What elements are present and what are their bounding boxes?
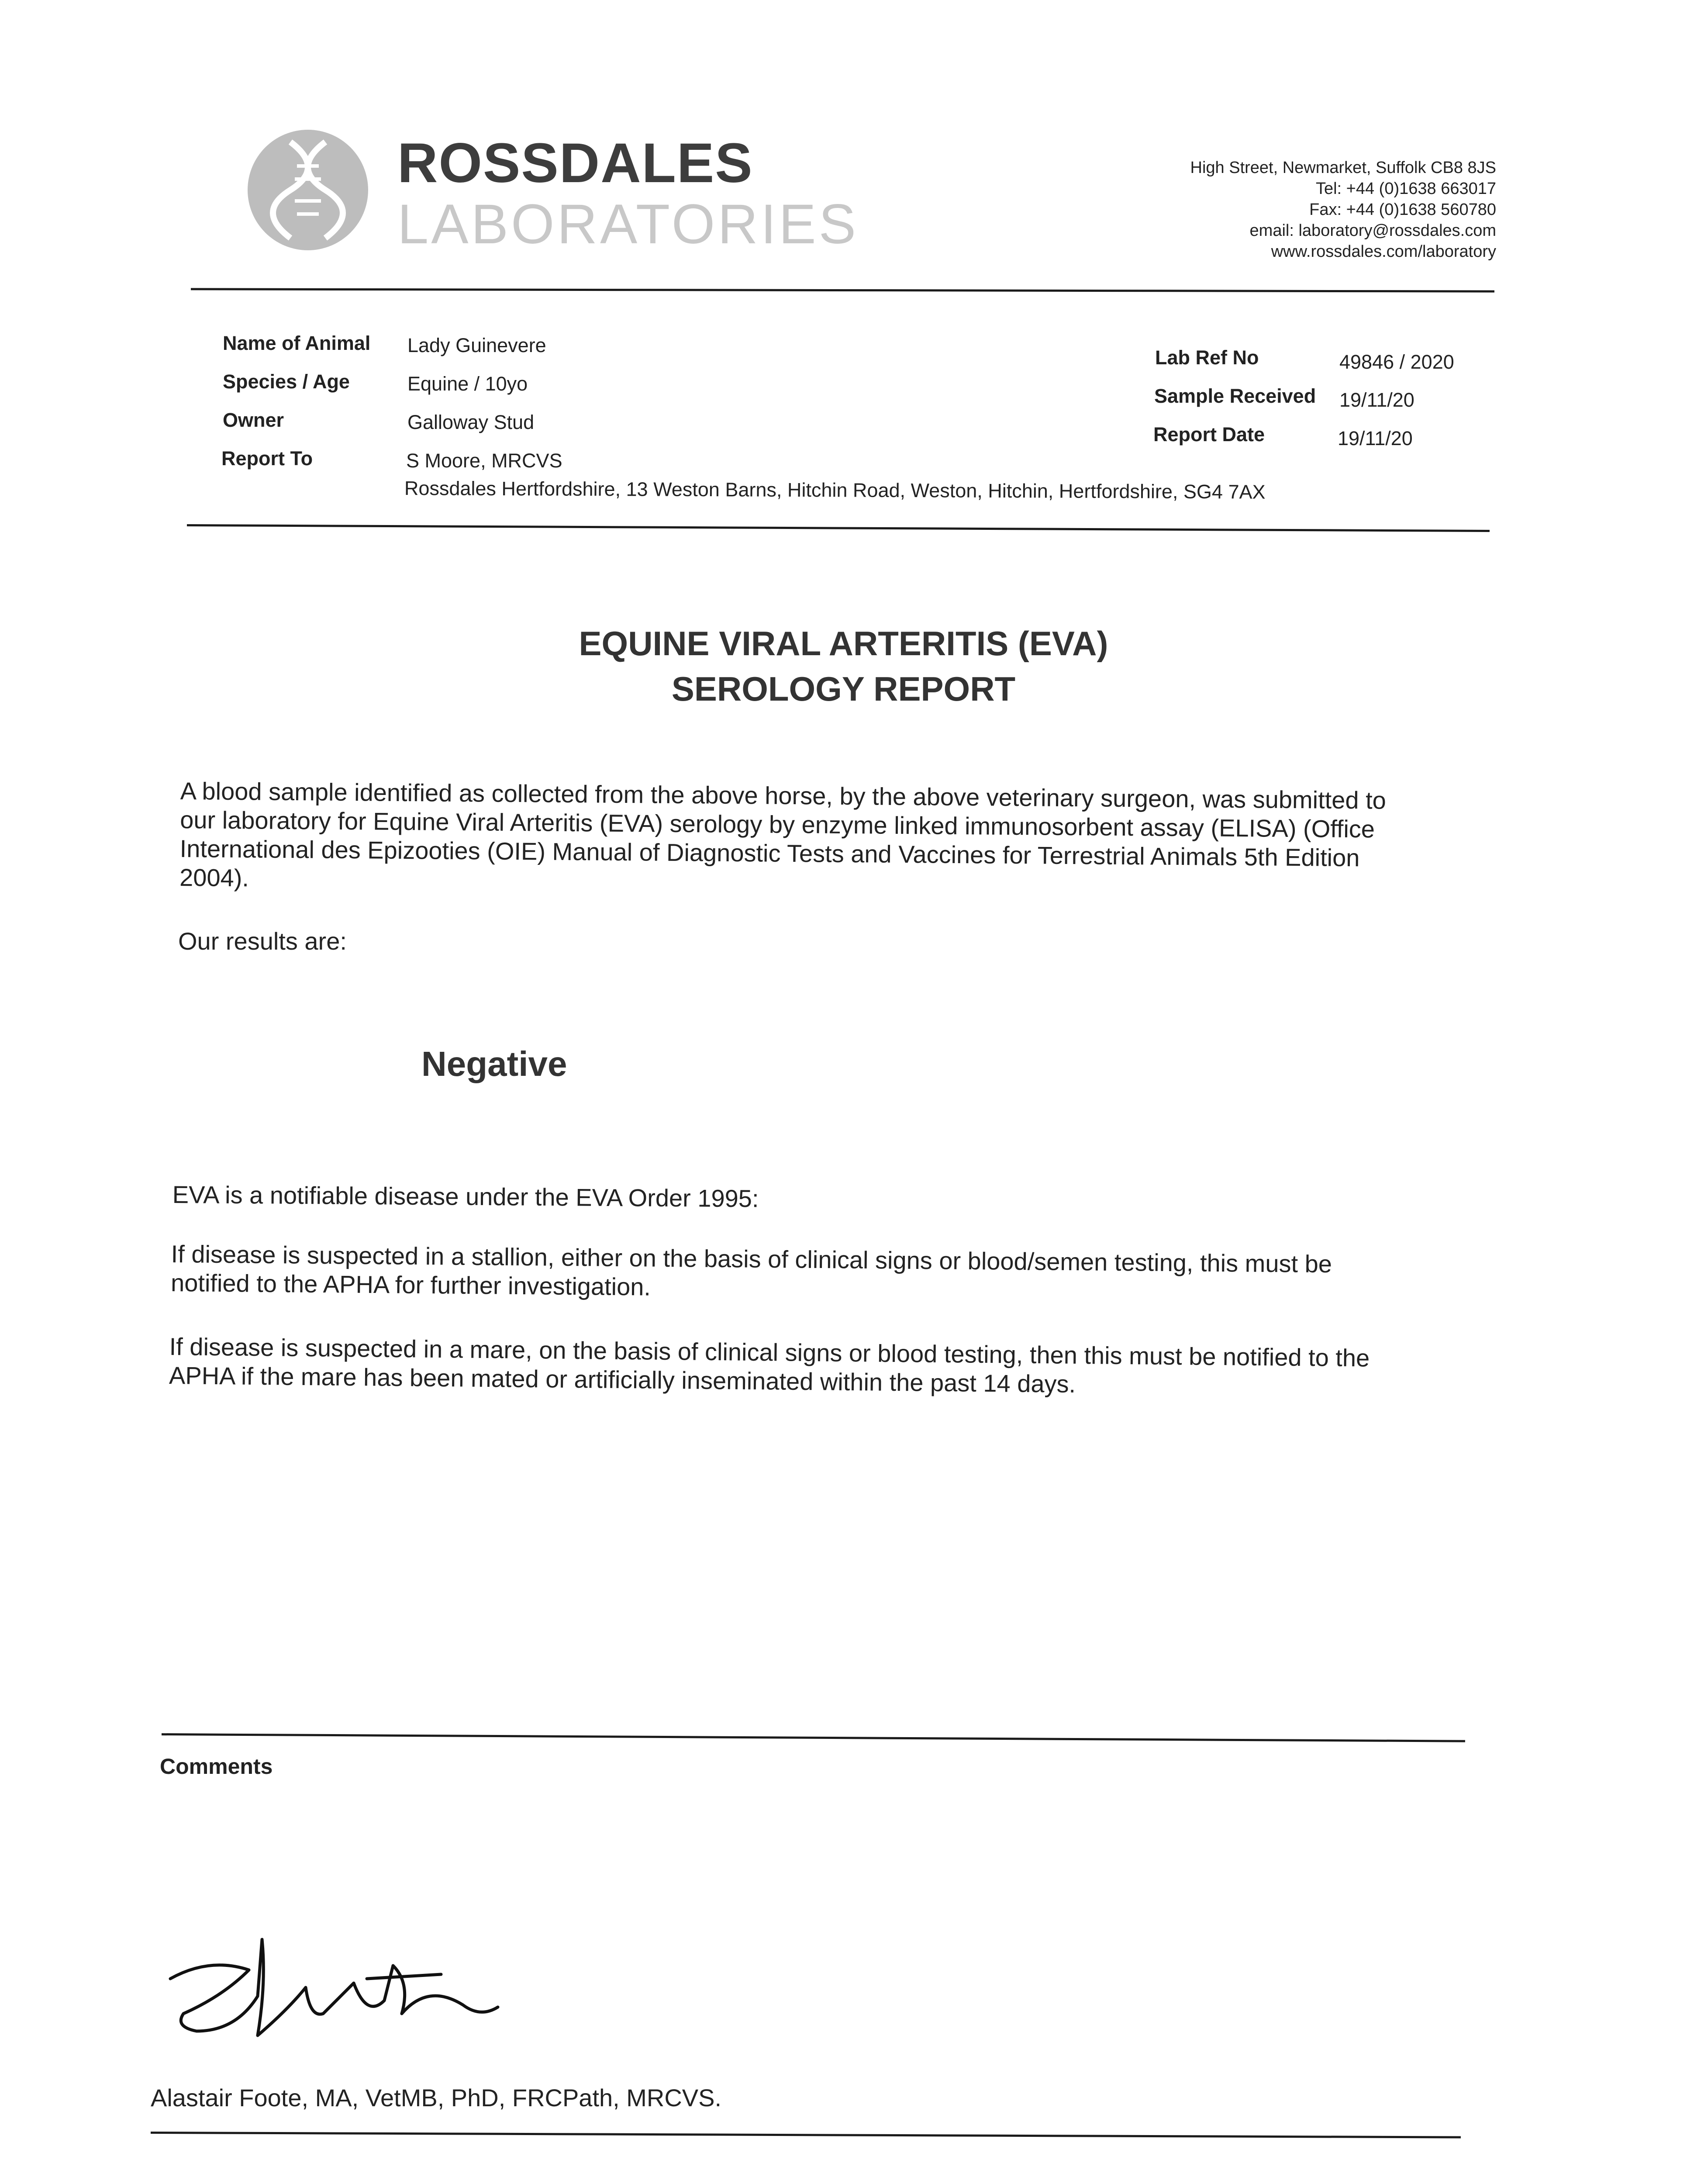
- name-of-animal-label: Name of Animal: [223, 332, 371, 354]
- report-to-label: Report To: [221, 447, 313, 470]
- species-age-value: Equine / 10yo: [407, 373, 528, 395]
- lab-address: [1190, 157, 1496, 262]
- footer-divider: [151, 2132, 1461, 2138]
- intro-paragraph: [179, 777, 1490, 902]
- comments-label: Comments: [160, 1754, 273, 1779]
- notifiable-statement: EVA is a notifiable disease under the EVA Order 1995:: [172, 1181, 759, 1213]
- intro-line-2: our laboratory for Equine Viral Arteritis (EVA) serology by enzyme linked immunosorbent assay (ELISA) (Office: [179, 805, 1375, 843]
- intro-line-4: 2004).: [179, 863, 249, 892]
- owner-value: Galloway Stud: [407, 411, 535, 433]
- report-date-label: Report Date: [1153, 423, 1265, 446]
- signature-icon: [157, 1931, 507, 2062]
- mare-line-1: If disease is suspected in a mare, on the basis of clinical signs or blood testing, then this must be notified to the: [169, 1333, 1370, 1372]
- mare-line-2: APHA if the mare has been mated or artificially inseminated within the past 14 days.: [169, 1361, 1076, 1398]
- name-of-animal-value: Lady Guinevere: [407, 334, 546, 356]
- sample-received-value: 19/11/20: [1339, 389, 1414, 411]
- report-to-address: Rossdales Hertfordshire, 13 Weston Barns, Hitchin Road, Weston, Hitchin, Hertfordshire, SG4 7AX: [404, 477, 1266, 503]
- sample-received-label: Sample Received: [1154, 385, 1316, 407]
- stallion-paragraph: [171, 1240, 1332, 1307]
- result-value: Negative: [421, 1044, 567, 1083]
- address-street: High Street, Newmarket, Suffolk CB8 8JS: [1190, 159, 1496, 177]
- stallion-line-2: notified to the APHA for further investigation.: [170, 1268, 651, 1301]
- address-email: email: laboratory@rossdales.com: [1249, 221, 1496, 240]
- report-title-line2: SEROLOGY REPORT: [671, 670, 1016, 708]
- logo-wordmark-top: ROSSDALES: [397, 132, 753, 194]
- owner-label: Owner: [223, 409, 284, 431]
- intro-line-3: International des Epizooties (OIE) Manual of Diagnostic Tests and Vaccines for Terrestrial Animals 5th Edition: [179, 834, 1360, 872]
- mare-paragraph: [169, 1332, 1370, 1401]
- address-fax: Fax: +44 (0)1638 560780: [1309, 200, 1496, 219]
- comments-divider: [162, 1733, 1465, 1742]
- logo-wordmark-bottom: LABORATORIES: [397, 193, 859, 256]
- lab-ref-value: 49846 / 2020: [1339, 351, 1454, 373]
- stallion-line-1: If disease is suspected in a stallion, either on the basis of clinical signs or blood/semen testing, this must be: [171, 1240, 1332, 1278]
- address-tel: Tel: +44 (0)1638 663017: [1315, 180, 1496, 198]
- header-divider: [191, 288, 1494, 292]
- report-title-line1: EQUINE VIRAL ARTERITIS (EVA): [579, 624, 1108, 663]
- lab-ref-label: Lab Ref No: [1155, 346, 1259, 369]
- signatory-name: Alastair Foote, MA, VetMB, PhD, FRCPath, MRCVS.: [151, 2084, 722, 2111]
- intro-line-1: A blood sample identified as collected from the above horse, by the above veterinary surgeon, was submitted to: [180, 777, 1387, 814]
- details-divider: [187, 524, 1490, 532]
- results-intro: Our results are:: [178, 927, 347, 955]
- rossdales-logo-icon: [242, 124, 373, 256]
- species-age-label: Species / Age: [223, 370, 350, 393]
- report-date-value: 19/11/20: [1338, 427, 1413, 449]
- report-to-value: S Moore, MRCVS: [406, 449, 562, 472]
- address-web: www.rossdales.com/laboratory: [1271, 242, 1496, 261]
